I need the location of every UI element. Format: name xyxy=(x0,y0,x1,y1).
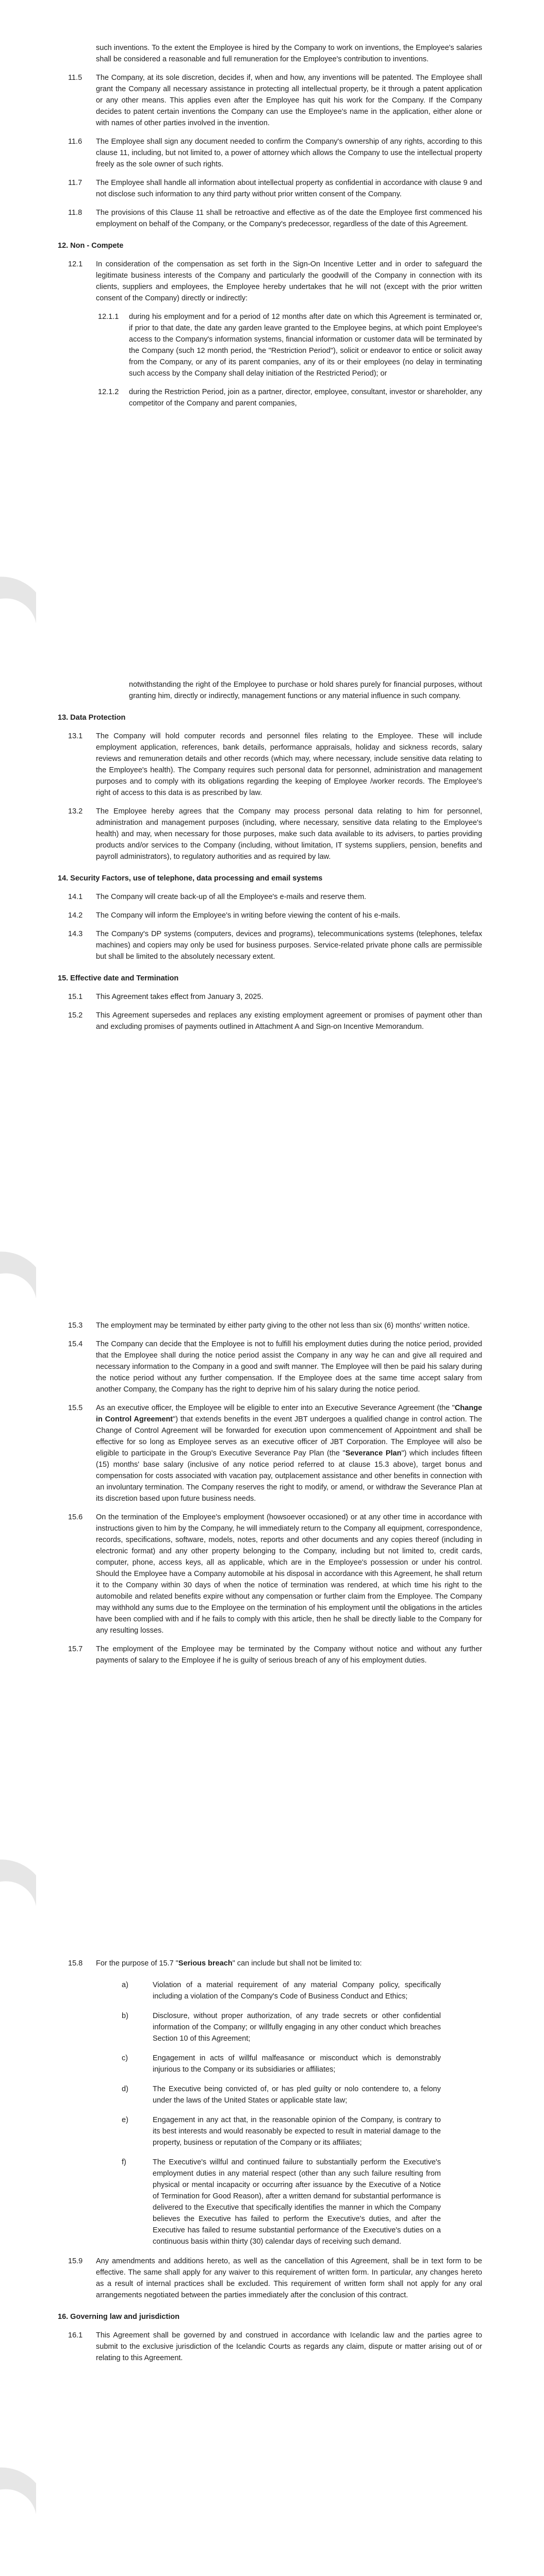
clause-15-7 xyxy=(0,1643,544,1666)
clause-text xyxy=(96,1402,482,1504)
clause-12-1-2 xyxy=(0,386,544,409)
item-text: The Executive being convicted of, or has pled guilty or nolo contendere to, a felony under the laws of the United States or applicable state law; xyxy=(153,2085,441,2105)
clause-15-4 xyxy=(0,1338,544,1395)
clause-text: This Agreement takes effect from January 3, 2025. xyxy=(96,993,263,1001)
clause-15-5 xyxy=(0,1402,544,1504)
clause-11-6 xyxy=(0,136,544,170)
clause-15-8 xyxy=(0,1958,544,1969)
clause-15-9 xyxy=(0,2256,544,2301)
clause-number: 11.6 xyxy=(68,138,83,146)
clause-text: The Company will hold computer records and personnel files relating to the Employee. These will include employment application, references, bank details, performance appraisals, holiday and sickness records, salary reviews and remuneration details and other records (which may, where necessary, include sensitive data relating to the Employee's health). The Company requires such personal data for personnel, administration and management purposes and to comply with its obligations regarding the keeping of Employee /worker records. The Employee's right of access to this data is as prescribed by law. xyxy=(96,732,482,797)
item-letter: d) xyxy=(122,2085,128,2093)
clause-text: The Company, at its sole discretion, decides if, when and how, any inventions will be patented. The Employee shall grant the Company all necessary assistance in protecting all intellectual property, be it through a patent application or any other means. This applies even after the Employee has quit his work for the Company. If the Company decides to patent certain inventions the Company can use the Employee's name in the application, either alone or with names of other parties involved in the invention. xyxy=(96,74,482,127)
clause-text: The Company's DP systems (computers, devices and programs), telecommunications systems (telephones, telefax machines) and copiers may only be used for business purposes. Service-related private phone calls are permissible but shall be limited to the absolutely necessary extent. xyxy=(96,930,482,961)
clause-text xyxy=(96,1958,482,1969)
clause-number: 11.5 xyxy=(68,74,83,82)
clause-number: 15.4 xyxy=(68,1340,83,1348)
clause-number: 15.1 xyxy=(68,993,83,1001)
clause-11-7 xyxy=(0,177,544,200)
item-text: Violation of a material requirement of any material Company policy, specifically including a violation of the Company's Code of Business Conduct and Ethics; xyxy=(153,1981,441,2001)
clause-text: during his employment and for a period of 12 months after date on which this Agreement is terminated or, if prior to that date, the date any garden leave granted to the Employee begins, at which point Employee's access to the Company's information systems, financial information or customer data will be terminated by the Company (such 12 month period, the "Restriction Period"), solicit or endeavor to entice or solicit away from the Company, or any of its parent companies, any of its or their employees (no delay in terminating such access by the Company shall delay initiation of the Restricted Period); or xyxy=(129,313,482,378)
clause-text: The Company will inform the Employee's in writing before viewing the content of his e-mails. xyxy=(96,911,401,920)
clause-15-3 xyxy=(0,1320,544,1331)
page-edge-arc xyxy=(0,562,41,685)
clause-15-1 xyxy=(0,991,544,1003)
clause-text: The Employee shall sign any document needed to confirm the Company's ownership of any rights, according to this clause 11, including, but not limited to, a power of attorney which allows the Company to use the intellectual property freely as the sole owner of such rights. xyxy=(96,138,482,168)
clause-11-4-continuation: such inventions. To the extent the Employee is hired by the Company to work on inventions, the Employee's salaries shall be considered a reasonable and full remuneration for the Employee's contribution to inventions. xyxy=(96,44,482,63)
clause-13-2 xyxy=(0,806,544,862)
breach-item-e xyxy=(0,2114,544,2148)
page-segment-1 xyxy=(0,42,544,416)
clause-number: 12.1 xyxy=(68,260,83,268)
clause-16-1 xyxy=(0,2330,544,2364)
breach-item-f xyxy=(0,2157,544,2247)
item-text: Disclosure, without proper authorization, of any trade secrets or other confidential information of the Company; or willfully engaging in any other conduct which breaches Section 10 of this Agreement; xyxy=(153,2012,441,2043)
text-run: ") which includes fifteen (15) months' base salary (inclusive of any notice period referred to at clause 15.3 above), target bonus and compensation for costs associated with vacation pay, outplacement assistance and other benefits in connection with an involuntary termination. The Company reserves the right to modify, or amend, or withdraw the Severance Plan at its discretion based upon future business needs. xyxy=(96,1449,482,1503)
clause-number: 13.2 xyxy=(68,807,83,816)
clause-number: 15.6 xyxy=(68,1513,83,1521)
section-heading-14: 14. Security Factors, use of telephone, data processing and email systems xyxy=(58,874,323,883)
clause-number: 15.3 xyxy=(68,1321,83,1330)
clause-number: 15.7 xyxy=(68,1645,83,1653)
clause-number: 15.8 xyxy=(68,1959,83,1968)
clause-13-1 xyxy=(0,731,544,799)
clause-text: The Employee hereby agrees that the Company may process personal data relating to him for personnel, administration and management purposes (including, where necessary, sensitive data relating to the Employee's health) and may, when necessary for those purposes, make such data available to its advisers, to parties providing products and/or services to the Company (including, without limitation, IT systems suppliers, pension, benefits and payroll administrators), to regulatory authorities and as required by law. xyxy=(96,807,482,861)
text-run: As an executive officer, the Employee will be eligible to enter into an Executive Severance Agreement (the " xyxy=(96,1404,455,1412)
page-segment-3 xyxy=(0,1320,544,1673)
text-run: " can include but shall not be limited to: xyxy=(232,1959,362,1968)
clause-text: The Company can decide that the Employee is not to fulfill his employment duties during the notice period, provided that the Employee shall during the notice period assist the Company in any way he can and give all required and necessary information to the Company in a good and swift manner. The Employee will then be paid his salary during the notice period without any further compensation. If the Employee does at the same time accept salary from another Company, the Company has the right to deprive him of his salary during the notice period. xyxy=(96,1340,482,1394)
clause-12-1-2-continuation: notwithstanding the right of the Employee to purchase or hold shares purely for financial purposes, without granting him, directly or indirectly, management functions or any material influence in such company. xyxy=(129,681,482,700)
item-letter: a) xyxy=(122,1981,128,1989)
breach-item-a xyxy=(0,1979,544,2002)
text-run: For the purpose of 15.7 " xyxy=(96,1959,178,1968)
clause-number: 15.2 xyxy=(68,1011,83,1020)
clause-number: 15.5 xyxy=(68,1404,83,1412)
clause-number: 14.3 xyxy=(68,930,83,938)
page-segment-4 xyxy=(0,1958,544,2371)
clause-text: The Company will create back-up of all the Employee's e-mails and reserve them. xyxy=(96,893,367,901)
clause-text: during the Restriction Period, join as a partner, director, employee, consultant, investor or shareholder, any competitor of the Company and parent companies, xyxy=(129,388,482,408)
clause-number: 14.1 xyxy=(68,893,83,901)
clause-text: This Agreement shall be governed by and construed in accordance with Icelandic law and the parties agree to submit to the exclusive jurisdiction of the Icelandic Courts as regards any claim, dispute or matter arising out of or relating to this Agreement. xyxy=(96,2331,482,2362)
clause-text: The Employee shall handle all information about intellectual property as confidential in accordance with clause 9 and not disclose such information to any third party without prior written consent of the Company. xyxy=(96,179,482,198)
section-heading-13: 13. Data Protection xyxy=(58,714,126,722)
clause-number: 11.8 xyxy=(68,209,83,217)
page-edge-arc xyxy=(0,2452,41,2576)
section-heading-15: 15. Effective date and Termination xyxy=(58,974,179,982)
page-segment-2 xyxy=(0,679,544,1040)
clause-number: 14.2 xyxy=(68,911,83,920)
clause-number: 15.9 xyxy=(68,2257,83,2265)
item-text: Engagement in acts of willful malfeasance or misconduct which is demonstrably injurious to the Company or its subsidiaries or affiliates; xyxy=(153,2054,441,2074)
defined-term-change-in-control: Change in Control Agreement xyxy=(96,1404,482,1423)
clause-number: 16.1 xyxy=(68,2331,83,2340)
defined-term-severance-plan: Severance Plan xyxy=(345,1449,402,1458)
clause-12-1-1 xyxy=(0,311,544,379)
section-heading-12: 12. Non - Compete xyxy=(58,242,124,250)
clause-12-1 xyxy=(0,259,544,304)
page-edge-arc xyxy=(0,1844,41,1968)
item-text: Engagement in any act that, in the reasonable opinion of the Company, is contrary to its best interests and would reasonably be expected to result in material damage to the property, business or reputation of the Company or its affiliates; xyxy=(153,2116,441,2147)
text-run: ") that extends benefits in the event JBT undergoes a qualified change in control action. The Change of Control Agreement will be forwarded for execution upon commencement of Appointment and shall be effective for so long as Employee serves as an executive officer of JBT Corporation. The Employee will also be eligible to participate in the Group's Executive Severance Pay Plan (the " xyxy=(96,1415,482,1458)
section-heading-16: 16. Governing law and jurisdiction xyxy=(58,2313,180,2321)
item-letter: b) xyxy=(122,2012,128,2020)
clause-15-6 xyxy=(0,1512,544,1636)
breach-item-b xyxy=(0,2010,544,2044)
clause-text: In consideration of the compensation as set forth in the Sign-On Incentive Letter and in order to safeguard the legitimate business interests of the Company and particularly the goodwill of the Company in connection with its clients, suppliers and employees, the Employee hereby undertakes that he will not (except with the prior written consent of the Company) directly or indirectly: xyxy=(96,260,482,302)
clause-number: 12.1.2 xyxy=(98,388,119,396)
clause-14-3 xyxy=(0,928,544,962)
item-letter: c) xyxy=(122,2054,128,2062)
clause-15-2 xyxy=(0,1010,544,1032)
clause-11-5 xyxy=(0,72,544,129)
clause-11-8 xyxy=(0,207,544,230)
breach-item-c xyxy=(0,2053,544,2075)
clause-text: The employment of the Employee may be terminated by the Company without notice and without any further payments of salary to the Employee if he is guilty of serious breach of any of his employment duties. xyxy=(96,1645,482,1665)
clause-number: 12.1.1 xyxy=(98,313,119,321)
clause-number: 13.1 xyxy=(68,732,83,740)
clause-text: This Agreement supersedes and replaces any existing employment agreement or promises of payment other than and excluding promises of payments outlined in Attachment A and Sign-on Incentive Memorandum. xyxy=(96,1011,482,1031)
item-letter: f) xyxy=(122,2158,126,2166)
clause-14-2 xyxy=(0,910,544,921)
item-text: The Executive's willful and continued failure to substantially perform the Executive's employment duties in any material respect (other than any such failure resulting from physical or mental incapacity or occurring after issuance by the Executive of a Notice of Termination for Good Reason), after a written demand for substantial performance is delivered to the Executive that specifically identifies the manner in which the Company believes the Executive has failed to perform the Executive's duties, and after the Executive has failed to resume substantial performance of the Executive's duties on a continuous basis within thirty (30) calendar days of receiving such demand. xyxy=(153,2158,441,2246)
breach-item-d xyxy=(0,2083,544,2106)
clause-text: The employment may be terminated by either party giving to the other not less than six (6) months' written notice. xyxy=(96,1321,470,1330)
clause-14-1 xyxy=(0,891,544,903)
clause-text: On the termination of the Employee's employment (howsoever occasioned) or at any other time in accordance with instructions given to him by the Company, he will immediately return to the Company all equipment, correspondence, records, specifications, software, models, notes, reports and other documents and any copies thereof (including in electronic format) and any other property belonging to the Company, including but not limited to, credit cards, computer, phone, access keys, all as applicable, which are in the Employee's possession or under his control. Should the Employee have a Company automobile at his disposal in accordance with this Agreement, he shall return it to the Company within 30 days of when the notice of termination was rendered, at which time his right to the automobile and related benefits expire without any compensation or further claim from the Employee. The Company may withhold any sums due to the Employee on the termination of his employment until the obligations in the articles have been complied with and if he fails to comply with this article, then he shall be directly liable to the Company for any resulting losses. xyxy=(96,1513,482,1635)
defined-term-serious-breach: Serious breach xyxy=(178,1959,233,1968)
item-letter: e) xyxy=(122,2116,128,2124)
clause-text: Any amendments and additions hereto, as well as the cancellation of this Agreement, shall be in text form to be effective. The same shall apply for any waiver to this requirement of written form. In particular, any changes hereto as a result of internal practices shall be excluded. This requirement of written form shall not apply for any oral arrangements negotiated between the parties immediately after the conclusion of this contract. xyxy=(96,2257,482,2299)
clause-text: The provisions of this Clause 11 shall be retroactive and effective as of the date the Employee first commenced his employment on behalf of the Company, or the Company's predecessor, regardless of the date of this Agreement. xyxy=(96,209,482,228)
clause-number: 11.7 xyxy=(68,179,83,187)
